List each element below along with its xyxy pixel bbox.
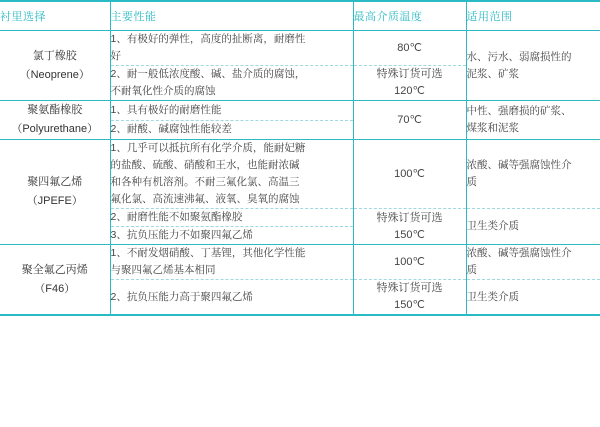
- lining-name-line: （Polyurethane）: [11, 123, 99, 135]
- performance-line: 好: [110, 50, 121, 62]
- max-temp-line: 特殊订货可选: [376, 282, 443, 294]
- scope-line: 浓酸、碱等强腐蚀性介: [466, 247, 572, 259]
- performance-cell: [110, 120, 353, 140]
- scope-line: 水、污水、弱腐损性的: [466, 50, 572, 63]
- table-row: [0, 245, 600, 280]
- max-temp-cell: [353, 245, 466, 280]
- performance-line: 1、不耐发烟硝酸、丁基锂，其他化学性能: [110, 247, 306, 259]
- max-temp-cell: [353, 140, 466, 209]
- performance-line: 不耐氧化性介质的腐蚀: [110, 85, 216, 97]
- header-cell-lining: 衬里选择: [0, 1, 110, 31]
- max-temp-cell: [353, 31, 466, 66]
- scope-line: 卫生类介质: [466, 290, 519, 303]
- performance-line: 和各种有机溶剂。不耐三氟化氯、高温三: [110, 176, 300, 188]
- lining-name-line: 聚全氟乙丙烯: [21, 263, 88, 276]
- lining-name-line: （Neoprene）: [19, 68, 90, 81]
- max-temp-line: 80℃: [397, 41, 422, 54]
- scope-line: 中性、强磨损的矿浆、: [466, 105, 572, 117]
- lining-name-cell: [0, 31, 110, 101]
- scope-cell: [466, 280, 600, 316]
- lining-name-line: （F46）: [34, 282, 76, 295]
- max-temp-cell: [353, 209, 466, 245]
- scope-line: 泥浆、矿浆: [466, 67, 519, 80]
- performance-line: 2、抗负压能力高于聚四氟乙烯: [110, 290, 253, 303]
- performance-cell: [110, 140, 353, 209]
- max-temp-line: 150℃: [394, 299, 425, 311]
- scope-cell: [466, 101, 600, 140]
- performance-line: 的盐酸、硫酸、硝酸和王水，也能耐浓碱: [110, 159, 300, 171]
- performance-cell: [110, 227, 353, 245]
- max-temp-line: 70℃: [397, 113, 422, 126]
- max-temp-line: 100℃: [394, 255, 425, 268]
- performance-cell: [110, 66, 353, 101]
- scope-line: 卫生类介质: [466, 220, 519, 232]
- max-temp-cell: [353, 280, 466, 316]
- performance-line: 1、有极好的弹性，高度的扯断离，耐磨性: [110, 33, 306, 45]
- max-temp-line: 特殊订货可选: [376, 211, 443, 224]
- lining-name-cell: [0, 101, 110, 140]
- performance-line: 3、抗负压能力不如聚四氟乙烯: [110, 229, 253, 241]
- performance-line: 2、耐一般低浓度酸、碱、盐介质的腐蚀，: [110, 68, 306, 80]
- scope-line: 质: [466, 264, 477, 276]
- scope-cell: [466, 31, 600, 101]
- scope-line: 煤浆和泥浆: [466, 122, 519, 134]
- max-temp-cell: [353, 66, 466, 101]
- table-header-row: [0, 1, 600, 31]
- max-temp-cell: [353, 101, 466, 140]
- max-temp-line: 100℃: [394, 167, 425, 180]
- scope-cell: [466, 245, 600, 280]
- performance-line: 1、几乎可以抵抗所有化学介质，能耐妃糖: [110, 142, 306, 154]
- scope-line: 浓酸、碱等强腐蚀性介: [466, 159, 572, 171]
- table-row: [0, 140, 600, 209]
- scope-cell: [466, 140, 600, 209]
- performance-cell: [110, 280, 353, 316]
- lining-name-line: 聚氨酯橡胶: [27, 104, 83, 116]
- performance-cell: [110, 101, 353, 121]
- performance-line: 1、具有极好的耐磨性能: [110, 103, 222, 116]
- header-cell-performance: 主要性能: [110, 1, 353, 31]
- performance-cell: [110, 245, 353, 280]
- performance-line: 氟化氯、高流速沸氟、液氧、臭氧的腐蚀: [110, 193, 300, 205]
- max-temp-line: 特殊订货可选: [376, 68, 443, 80]
- performance-line: 2、耐酸、碱腐蚀性能较差: [110, 123, 232, 136]
- table-row: [0, 31, 600, 66]
- performance-cell: [110, 209, 353, 227]
- header-cell-scope: 适用范围: [466, 1, 600, 31]
- max-temp-line: 150℃: [394, 228, 425, 241]
- scope-line: 质: [466, 176, 477, 188]
- header-cell-max-temp: 最高介质温度: [353, 1, 466, 31]
- lining-name-line: 氯丁橡胶: [32, 49, 77, 62]
- performance-line: 与聚四氟乙烯基本相同: [110, 264, 216, 276]
- performance-cell: [110, 31, 353, 66]
- max-temp-line: 120℃: [394, 85, 425, 97]
- table-row: [0, 101, 600, 121]
- lining-name-line: （JPEFE）: [26, 195, 83, 207]
- lining-name-cell: [0, 140, 110, 245]
- scope-cell: [466, 209, 600, 245]
- performance-line: 2、耐磨性能不如聚氨酯橡胶: [110, 211, 243, 223]
- lining-name-cell: [0, 245, 110, 316]
- lining-name-line: 聚四氟乙烯: [27, 176, 83, 188]
